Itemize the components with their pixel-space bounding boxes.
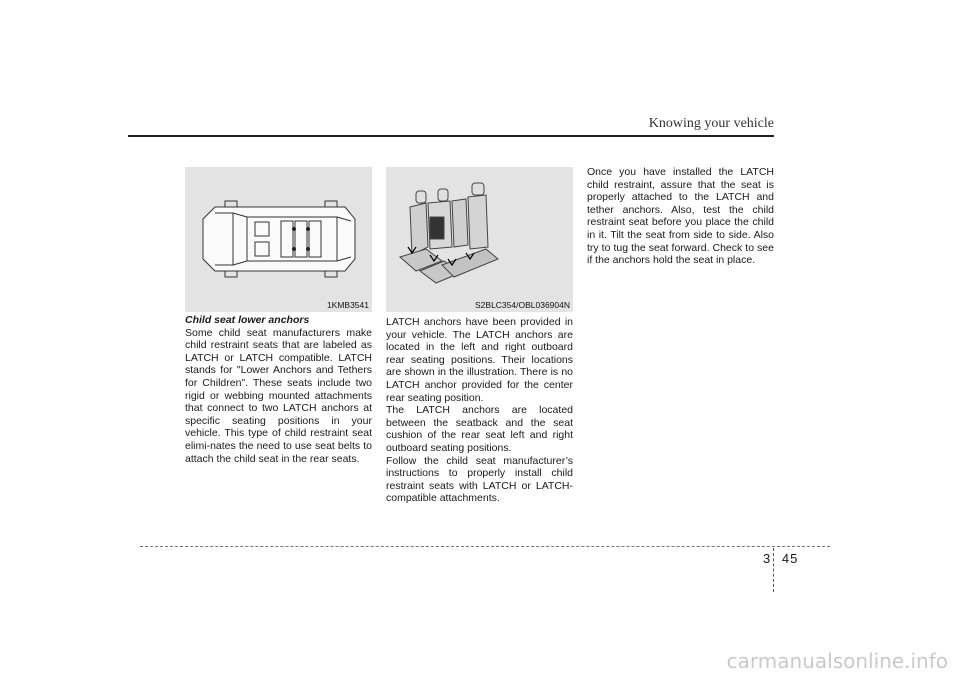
figure-car-top-view: [185, 167, 372, 312]
page-number: [763, 551, 798, 566]
rear-seat-illustration: [386, 167, 573, 312]
car-top-view-illustration: [185, 167, 372, 312]
header-rule: [128, 135, 774, 137]
figure-rear-seat: [386, 167, 573, 312]
watermark: carmanualsonline.info: [726, 649, 948, 673]
section-title: Knowing your vehicle: [648, 116, 774, 131]
column-2: [386, 316, 573, 505]
column-3: [587, 166, 774, 267]
body-paragraph: The LATCH anchors are located between the seatback and the seat cushion of the rear seat left and right outboard seating positions.: [386, 404, 573, 454]
subheading: Child seat lower anchors: [185, 314, 310, 326]
body-paragraph: Follow the child seat manufacturer’s instructions to properly install child restraint seats with LATCH or LATCH-compatible attachments.: [386, 454, 573, 505]
body-paragraph: LATCH anchors have been provided in your vehicle. The LATCH anchors are located in the left and right outboard rear seating positions. Their locations are shown in the illustration. There is no LATCH anchor provided for the center rear seating position.: [386, 316, 573, 404]
body-paragraph: Some child seat manufacturers make child restraint seats that are labeled as LATCH or LATCH compatible. LATCH stands for "Lower Anchors and Tethers for Children". These seats include two rigid or webbing mounted attachments that connect to two LATCH anchors at specific seating positions in your vehicle. This type of child restraint seat elimi-nates the need to use seat belts to attach the child seat in the rear seats.: [185, 326, 372, 465]
column-1: [185, 314, 372, 465]
chapter-number: 3: [763, 551, 772, 566]
footer-rule: [140, 546, 830, 547]
figure-code: S2BLC354/OBL036904N: [475, 300, 570, 310]
figure-code: 1KMB3541: [326, 300, 369, 310]
page-number-value: 45: [781, 551, 799, 566]
body-paragraph: Once you have installed the LATCH child restraint, assure that the seat is properly attached to the LATCH and tether anchors. Also, test the child restraint seat before you place the child in it. Tilt the seat from side to side. Also try to tug the seat forward. Check to see if the anchors hold the seat in place.: [587, 166, 774, 267]
